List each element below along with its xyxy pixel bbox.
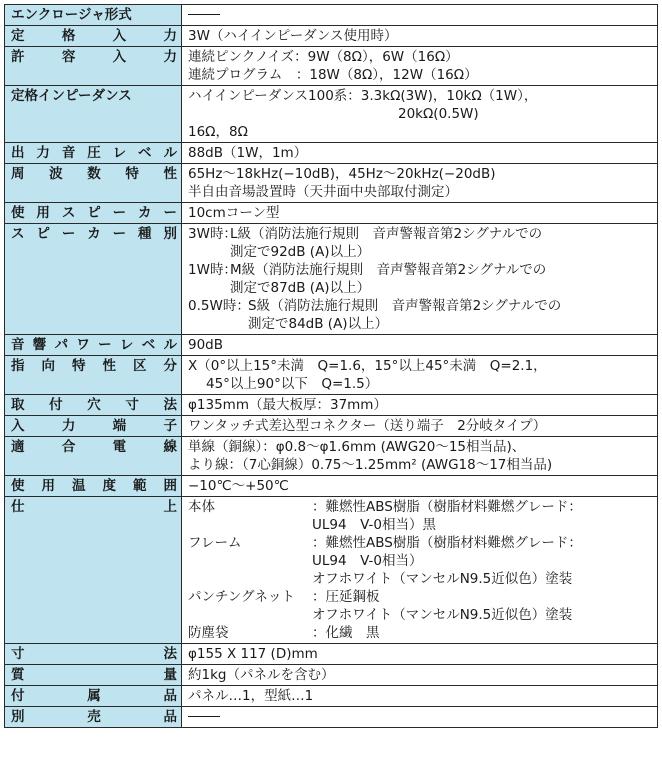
finish-line: ：圧延鋼板	[312, 589, 380, 605]
spec-label-char: 別	[11, 709, 25, 725]
spec-label-cell	[5, 203, 182, 224]
spec-label-cell	[5, 47, 182, 86]
finish-item	[188, 588, 651, 624]
spec-value-line: X（0°以上15°未満 Q=1.6，15°以上45°未満 Q=2.1，	[188, 358, 547, 374]
spec-row	[5, 356, 658, 395]
finish-part: 防塵袋	[188, 625, 229, 641]
spec-label-char: 範	[133, 478, 147, 494]
spec-row	[5, 665, 658, 686]
spec-label-char: 質	[11, 667, 25, 683]
spec-value: 10cmコーン型	[188, 205, 280, 221]
finish-desc	[312, 534, 651, 588]
spec-value-cell	[182, 476, 658, 497]
finish-line: ：化繊 黒	[312, 625, 380, 641]
spec-row	[5, 164, 658, 203]
spec-label: エンクロージャ形式	[11, 7, 132, 23]
spec-value-cell	[182, 86, 658, 143]
speaker-class-line: 測定で92dB (A)以上）	[230, 244, 371, 260]
spec-label-char: 寸	[11, 646, 25, 662]
spec-label-char: レ	[119, 337, 134, 353]
finish-line: ：難燃性ABS樹脂（樹脂材料難燃グレード：	[312, 499, 582, 515]
spec-label-char: 区	[133, 358, 147, 374]
spec-value-cell	[182, 335, 658, 356]
spec-value-cell	[182, 356, 658, 395]
spec-label-char: 適	[11, 439, 25, 455]
spec-label	[11, 357, 177, 375]
spec-label-char: 定	[11, 28, 25, 44]
finish-desc	[312, 588, 651, 624]
finish-part: 本体	[188, 499, 215, 515]
spec-label-cell	[5, 395, 182, 416]
spec-label-char: 許	[11, 49, 25, 65]
spec-value: φ155 X 117 (D)mm	[188, 646, 318, 662]
spec-label-char: 電	[112, 439, 127, 455]
spec-value-line: 16Ω，8Ω	[188, 124, 248, 140]
spec-label-cell	[5, 665, 182, 686]
spec-value-cell	[182, 497, 658, 644]
spec-value: 約1kg（パネルを含む）	[188, 667, 335, 683]
spec-label	[11, 687, 177, 705]
spec-value-cell	[182, 686, 658, 707]
spec-value-line: 単線（銅線）：φ0.8～φ1.6mm (AWG20～15相当品)、	[188, 439, 526, 455]
spec-label-char: 響	[32, 337, 47, 353]
spec-value-line: 連続プログラム ：18W（8Ω），12W（16Ω）	[188, 67, 478, 83]
spec-label-cell	[5, 476, 182, 497]
speaker-class-line: S級（消防法施行規則 音声警報音第2シグナルでの	[248, 298, 562, 314]
spec-value: 3W（ハイインピーダンス使用時）	[188, 28, 398, 44]
spec-row	[5, 224, 658, 335]
spec-label-cell	[5, 416, 182, 437]
spec-value-cell	[182, 395, 658, 416]
spec-value: パネル…1，型紙…1	[188, 688, 314, 704]
spec-value-cell	[182, 203, 658, 224]
spec-label-cell	[5, 86, 182, 143]
speaker-class-line: M級（消防法施行規則 音声警報音第2シグナルでの	[230, 262, 547, 278]
spec-value-line: より線：（7心銅線）0.75～1.25mm² (AWG18～17相当品)	[188, 457, 553, 473]
spec-label-char: 法	[163, 397, 177, 413]
spec-label-char: ス	[11, 226, 25, 242]
spec-label-cell	[5, 356, 182, 395]
spec-value: ワンタッチ式差込型コネクター（送り端子 2分岐タイプ）	[188, 418, 547, 434]
spec-label	[11, 438, 177, 456]
spec-label-char: 寸	[125, 397, 139, 413]
speaker-class-line: L級（消防法施行規則 音声警報音第2シグナルでの	[230, 226, 543, 242]
spec-label-cell	[5, 5, 182, 26]
finish-desc	[312, 498, 651, 534]
spec-label-char: 指	[11, 358, 25, 374]
speaker-class-group	[188, 261, 651, 297]
finish-part: パンチングネット	[188, 589, 295, 605]
spec-label-char: 付	[49, 397, 63, 413]
spec-row	[5, 476, 658, 497]
spec-label-char: 特	[125, 166, 139, 182]
spec-label	[11, 498, 177, 516]
spec-value-cell	[182, 143, 658, 164]
spec-row	[5, 26, 658, 47]
spec-label-char: 力	[61, 418, 76, 434]
spec-label-char: 仕	[11, 499, 25, 515]
spec-label-char: 用	[41, 478, 55, 494]
spec-label	[11, 225, 177, 243]
spec-label	[11, 144, 177, 162]
spec-label-char: 波	[49, 166, 63, 182]
spec-label-cell	[5, 497, 182, 644]
spec-label-char: 性	[102, 358, 116, 374]
spec-row	[5, 416, 658, 437]
finish-line: ：難燃性ABS樹脂（樹脂材料難燃グレード：	[312, 535, 582, 551]
spec-label-char: 容	[61, 49, 76, 65]
speaker-class-text	[230, 225, 651, 261]
spec-label-char: 特	[72, 358, 86, 374]
spec-label-char: 分	[163, 358, 177, 374]
spec-value: 90dB	[188, 337, 224, 353]
spec-label-cell	[5, 164, 182, 203]
spec-label-char: 音	[61, 145, 76, 161]
spec-label-char: ピ	[87, 205, 101, 221]
spec-label-cell	[5, 686, 182, 707]
spec-label	[11, 477, 177, 495]
spec-label-char: 周	[11, 166, 25, 182]
spec-row	[5, 497, 658, 644]
spec-label-char: 売	[87, 709, 101, 725]
speaker-class-line: 測定で87dB (A)以上）	[230, 280, 371, 296]
spec-label-char: 使	[11, 478, 25, 494]
spec-label-char: 温	[72, 478, 86, 494]
none-dash	[188, 716, 220, 717]
spec-value-cell	[182, 5, 658, 26]
spec-label-char: 属	[87, 688, 101, 704]
finish-item	[188, 498, 651, 534]
spec-label-char: 別	[163, 226, 177, 242]
spec-value-line: 65Hz～18kHz(−10dB)，45Hz～20kHz(−20dB)	[188, 166, 496, 182]
spec-label-char: ー	[112, 226, 127, 242]
spec-label-char: 端	[112, 418, 127, 434]
spec-label	[11, 336, 177, 354]
spec-label-char: 音	[11, 337, 25, 353]
spec-value-cell	[182, 164, 658, 203]
spec-row	[5, 335, 658, 356]
spec-label-char: 力	[163, 28, 177, 44]
spec-label-char: 入	[112, 28, 127, 44]
spec-label-char: 用	[36, 205, 50, 221]
spec-label-char: カ	[87, 226, 101, 242]
spec-label	[11, 645, 177, 663]
spec-value: φ135mm（最大板厚：37mm）	[188, 397, 387, 413]
spec-row	[5, 707, 658, 728]
spec-label-char: ベ	[138, 145, 152, 161]
none-dash	[188, 14, 220, 15]
spec-row	[5, 5, 658, 26]
spec-label-char: 囲	[163, 478, 177, 494]
spec-label-char: 性	[163, 166, 177, 182]
spec-label-cell	[5, 644, 182, 665]
spec-label	[11, 417, 177, 435]
finish-line: UL94 V-0相当）	[312, 553, 423, 569]
spec-value-cell	[182, 707, 658, 728]
spec-label-cell	[5, 707, 182, 728]
speaker-class-head: 1W時：	[188, 262, 237, 278]
spec-label-char: ピ	[36, 226, 50, 242]
spec-label	[11, 396, 177, 414]
spec-label-cell	[5, 335, 182, 356]
spec-value-line: ハイインピーダンス100系：3.3kΩ(3W)，10kΩ（1W），	[188, 88, 538, 104]
spec-label	[11, 708, 177, 726]
spec-label-char: ス	[61, 205, 76, 221]
speaker-class-group	[188, 297, 651, 333]
spec-value-cell	[182, 47, 658, 86]
finish-part: フレーム	[188, 535, 242, 551]
speaker-class-head: 0.5W時：	[188, 298, 250, 314]
finish-line: UL94 V-0相当）黒	[312, 517, 436, 533]
spec-label-char: 使	[11, 205, 25, 221]
spec-label-char: 圧	[87, 145, 101, 161]
spec-value-line: 連続ピンクノイズ：9W（8Ω），6W（16Ω）	[188, 49, 459, 65]
spec-label-char: ワ	[76, 337, 90, 353]
spec-label-char: カ	[138, 205, 152, 221]
spec-label-char: 力	[163, 49, 177, 65]
spec-label-char: 入	[112, 49, 127, 65]
spec-label-char: 法	[163, 646, 177, 662]
spec-label-cell	[5, 224, 182, 335]
spec-label-char: パ	[54, 337, 69, 353]
speaker-class-head: 3W時：	[188, 226, 237, 242]
spec-label-char: 品	[163, 688, 177, 704]
spec-value-line: 20kΩ(0.5W)	[398, 106, 479, 122]
finish-item	[188, 534, 651, 588]
speaker-class-text	[248, 297, 651, 333]
finish-item	[188, 624, 651, 642]
spec-label-char: 入	[11, 418, 25, 434]
spec-label-cell	[5, 143, 182, 164]
spec-label-char: 線	[163, 439, 177, 455]
spec-label	[11, 666, 177, 684]
spec-row	[5, 143, 658, 164]
spec-label-cell	[5, 437, 182, 476]
spec-row	[5, 644, 658, 665]
finish-desc	[312, 624, 651, 642]
spec-label-char: 取	[11, 397, 25, 413]
spec-value-cell	[182, 665, 658, 686]
spec-label-char: 上	[163, 499, 177, 515]
spec-label-char: 量	[163, 667, 177, 683]
finish-line: オフホワイト（マンセルN9.5近似色）塗装	[312, 571, 573, 587]
spec-label-char: 格	[61, 28, 76, 44]
spec-value-cell	[182, 26, 658, 47]
spec-label-char: 数	[87, 166, 101, 182]
spec-label-char: レ	[112, 145, 127, 161]
spec-label: 定格インピーダンス	[11, 88, 132, 104]
spec-label-char: 度	[102, 478, 116, 494]
spec-row	[5, 203, 658, 224]
spec-label-char: 合	[61, 439, 76, 455]
spec-label-char: ル	[163, 145, 177, 161]
spec-label-char: ー	[61, 226, 76, 242]
finish-line: オフホワイト（マンセルN9.5近似色）塗装	[312, 607, 573, 623]
spec-row	[5, 437, 658, 476]
speaker-class-group	[188, 225, 651, 261]
spec-label-char: 力	[36, 145, 50, 161]
spec-label-char: ベ	[141, 337, 156, 353]
spec-label-cell	[5, 26, 182, 47]
spec-label-char: 付	[11, 688, 25, 704]
spec-label-char: ー	[163, 205, 177, 221]
spec-row	[5, 47, 658, 86]
spec-table-body	[5, 5, 658, 728]
spec-label	[11, 204, 177, 222]
spec-value: −10℃～+50℃	[188, 478, 289, 494]
spec-label-char: ー	[98, 337, 112, 353]
spec-value: 88dB（1W，1m）	[188, 145, 308, 161]
spec-label-char: 向	[41, 358, 55, 374]
spec-label	[11, 27, 177, 45]
spec-value-cell	[182, 224, 658, 335]
speaker-class-line: 測定で84dB (A)以上）	[248, 316, 389, 332]
spec-label-char: 子	[163, 418, 177, 434]
spec-label-char: ー	[112, 205, 127, 221]
spec-value-cell	[182, 416, 658, 437]
spec-row	[5, 86, 658, 143]
spec-value-line: 半自由音場設置時（天井面中央部取付測定）	[188, 184, 458, 200]
spec-value-line: 45°以上90°以下 Q=1.5）	[206, 376, 379, 392]
speaker-class-text	[230, 261, 651, 297]
spec-label	[11, 165, 177, 183]
spec-table	[4, 4, 658, 728]
spec-row	[5, 395, 658, 416]
spec-label-char: 出	[11, 145, 25, 161]
spec-label-char: ル	[163, 337, 177, 353]
spec-label-char: 品	[163, 709, 177, 725]
spec-value-cell	[182, 437, 658, 476]
spec-label	[11, 48, 177, 66]
spec-label-char: 穴	[87, 397, 101, 413]
spec-value-cell	[182, 644, 658, 665]
spec-row	[5, 686, 658, 707]
spec-label-char: 種	[138, 226, 152, 242]
